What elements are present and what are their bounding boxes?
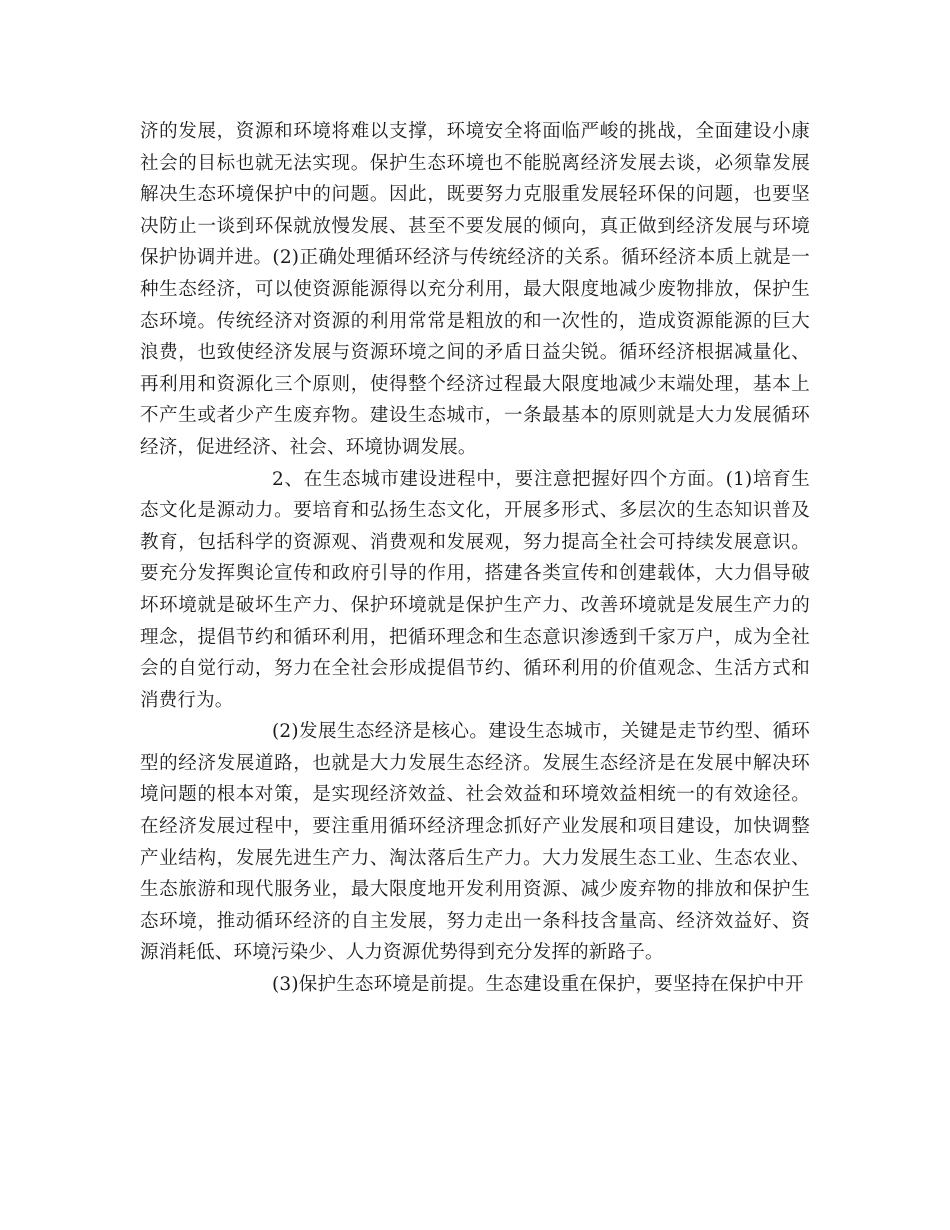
document-body	[140, 116, 810, 1001]
paragraph-continuation: 济的发展，资源和环境将难以支撑，环境安全将面临严峻的挑战，全面建设小康社会的目标也就无法实现。保护生态环境也不能脱离经济发展去谈，必须靠发展解决生态环境保护中的问题。因此，既要努力克服重发展轻环保的问题，也要坚决防止一谈到环保就放慢发展、甚至不要发展的倾向，真正做到经济发展与环境保护协调并进。(2)正确处理循环经济与传统经济的关系。循环经济本质上就是一种生态经济，可以使资源能源得以充分利用，最大限度地减少废物排放，保护生态环境。传统经济对资源的利用常常是粗放的和一次性的，造成资源能源的巨大浪费，也致使经济发展与资源环境之间的矛盾日益尖锐。循环经济根据减量化、再利用和资源化三个原则，使得整个经济过程最大限度地减少末端处理，基本上不产生或者少产生废弃物。建设生态城市，一条最基本的原则就是大力发展循环经济，促进经济、社会、环境协调发展。	[140, 121, 810, 458]
paragraph-item-3: (3)保护生态环境是前提。生态建设重在保护，要坚持在保护中开	[272, 974, 804, 996]
paragraph-item-2: (2)发展生态经济是核心。建设生态城市，关键是走节约型、循环型的经济发展道路，也就是大力发展生态经济。发展生态经济是在发展中解决环境问题的根本对策，是实现经济效益、社会效益和环境效益相统一的有效途径。在经济发展过程中，要注重用循环经济理念抓好产业发展和项目建设，加快调整产业结构，发展先进生产力、淘汰落后生产力。大力发展生态工业、生态农业、生态旅游和现代服务业，最大限度地开发利用资源、减少废弃物的排放和保护生态环境，推动循环经济的自主发展，努力走出一条科技含量高、经济效益好、资源消耗低、环境污染少、人力资源优势得到充分发挥的新路子。	[140, 721, 810, 964]
paragraph-section-2: 2、在生态城市建设进程中，要注意把握好四个方面。(1)培育生态文化是源动力。要培育和弘扬生态文化，开展多形式、多层次的生态知识普及教育，包括科学的资源观、消费观和发展观，努力提高全社会可持续发展意识。要充分发挥舆论宣传和政府引导的作用，搭建各类宣传和创建载体，大力倡导破坏环境就是破坏生产力、保护环境就是保护生产力、改善环境就是发展生产力的理念，提倡节约和循环利用，把循环理念和生态意识渗透到千家万户，成为全社会的自觉行动，努力在全社会形成提倡节约、循环利用的价值观念、生活方式和消费行为。	[140, 468, 810, 711]
